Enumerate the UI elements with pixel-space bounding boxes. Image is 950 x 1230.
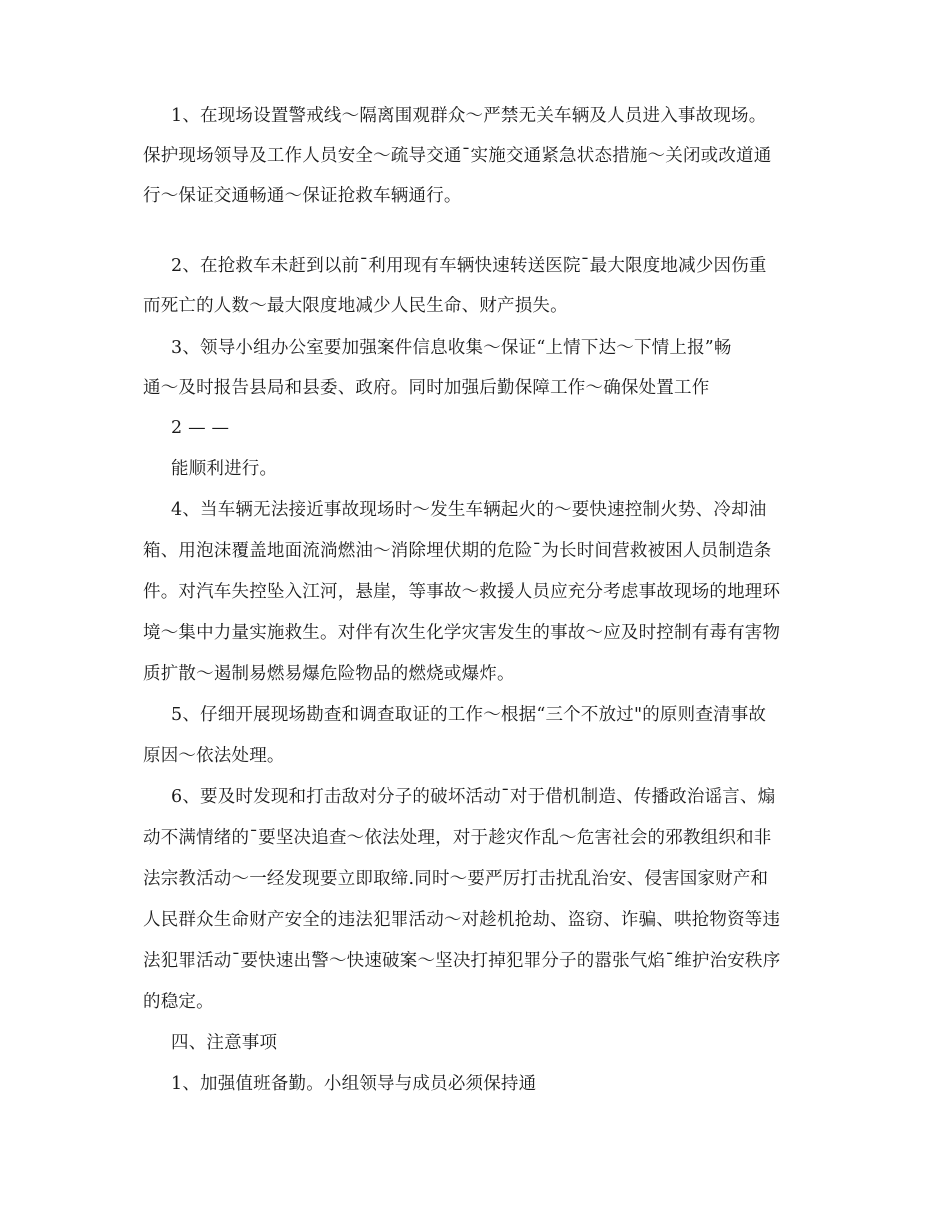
text-line: 件。对汽车失控坠入江河，悬崖，等事故～救援人员应充分考虑事故现场的地理环 <box>143 582 781 602</box>
text-line: 质扩散～遏制易燃易爆危险物品的燃烧或爆炸。 <box>143 664 515 684</box>
text-line: 4、当车辆无法接近事故现场时～发生车辆起火的～要快速控制火势、冷却油 <box>171 500 767 520</box>
text-line: 6、要及时发现和打击敌对分子的破坏活动ˉ对于借机制造、传播政治谣言、煽 <box>171 787 776 807</box>
section-heading: 四、注意事项 <box>171 1033 278 1053</box>
text-line: 能顺利进行。 <box>171 459 278 479</box>
text-line: 法犯罪活动ˉ要快速出警～快速破案～坚决打掉犯罪分子的嚣张气焰ˉ维护治安秩序 <box>143 951 781 971</box>
text-line: 保护现场领导及工作人员安全～疏导交通ˉ实施交通紧急状态措施～关闭或改道通 <box>143 146 772 166</box>
text-line: 的稳定。 <box>143 992 214 1012</box>
page-number: 2 — — <box>171 418 230 438</box>
text-line: 人民群众生命财产安全的违法犯罪活动～对趁机抢劫、盗窃、诈骗、哄抢物资等违 <box>143 910 781 930</box>
text-line: 箱、用泡沫覆盖地面流淌燃油～消除埋伏期的危险ˉ为长时间营救被困人员制造条 <box>143 541 772 561</box>
text-line: 2、在抢救车未赶到以前ˉ利用现有车辆快速转送医院ˉ最大限度地减少因伤重 <box>171 256 767 276</box>
text-line: 境～集中力量实施救生。对伴有次生化学灾害发生的事故～应及时控制有毒有害物 <box>143 623 781 643</box>
text-line: 3、领导小组办公室要加强案件信息收集～保证“上情下达～下情上报”畅 <box>171 338 732 358</box>
text-line: 1、在现场设置警戒线～隔离围观群众～严禁无关车辆及人员进入事故现场。 <box>171 106 767 126</box>
text-line: 动不满情绪的ˉ要坚决追查～依法处理，对于趁灾作乱～危害社会的邪教组织和非 <box>143 828 772 848</box>
text-line: 而死亡的人数～最大限度地减少人民生命、财产损失。 <box>143 296 568 316</box>
text-line: 法宗教活动～一经发现要立即取缔.同时～要严厉打击扰乱治安、侵害国家财产和 <box>143 869 769 889</box>
text-line: 通～及时报告县局和县委、政府。同时加强后勤保障工作～确保处置工作 <box>143 378 710 398</box>
text-line: 1、加强值班备勤。小组领导与成员必须保持通 <box>171 1074 537 1094</box>
text-line: 行～保证交通畅通～保证抢救车辆通行。 <box>143 186 462 206</box>
text-line: 5、仔细开展现场勘查和调查取证的工作～根据“三个不放过"的原则查清事故 <box>171 705 767 725</box>
text-line: 原因～依法处理。 <box>143 746 285 766</box>
